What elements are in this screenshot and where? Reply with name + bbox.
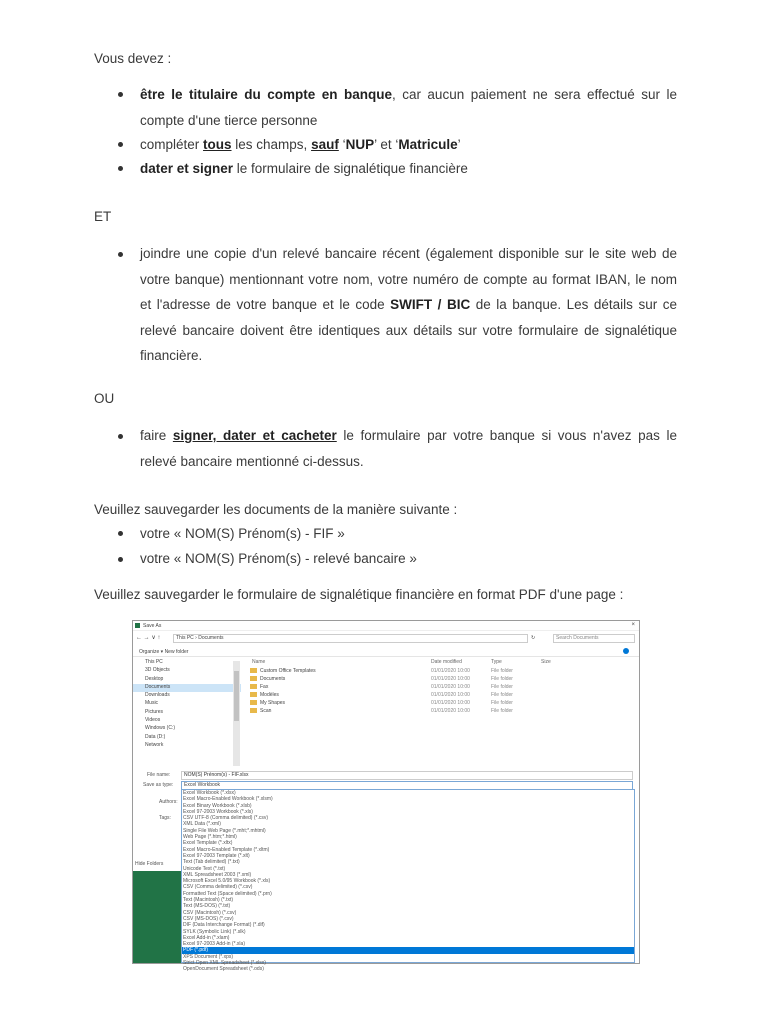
nav-item-selected[interactable]: Documents bbox=[133, 684, 241, 692]
filetype-option[interactable]: Excel Add-in (*.xlam) bbox=[183, 934, 230, 941]
bullet bbox=[118, 142, 123, 147]
excel-backstage-strip bbox=[133, 871, 181, 963]
filetype-option[interactable]: Excel 97-2003 Add-in (*.xla) bbox=[183, 941, 245, 948]
file-row[interactable] bbox=[246, 692, 636, 700]
file-type: File folder bbox=[491, 668, 513, 674]
authors-label: Authors: bbox=[159, 799, 178, 805]
bold-text: Matricule bbox=[398, 137, 458, 152]
filetype-option[interactable]: Single File Web Page (*.mht;*.mhtml) bbox=[183, 827, 266, 834]
bold-text: SWIFT / BIC bbox=[390, 297, 471, 313]
nav-item[interactable]: Windows (C:) bbox=[145, 725, 176, 732]
file-type: File folder bbox=[491, 708, 513, 714]
filetype-option[interactable]: Excel Template (*.xltx) bbox=[183, 840, 233, 847]
folder-icon bbox=[250, 684, 257, 689]
underlined-bold-text: sauf bbox=[311, 137, 339, 152]
filetype-option[interactable]: SYLK (Symbolic Link) (*.slk) bbox=[183, 928, 246, 935]
filetype-option[interactable]: CSV (Comma delimited) (*.csv) bbox=[183, 884, 253, 891]
help-icon[interactable] bbox=[623, 648, 629, 654]
intro-text: Vous devez : bbox=[94, 51, 172, 66]
file-type: File folder bbox=[491, 676, 513, 682]
column-header[interactable]: Size bbox=[541, 659, 551, 665]
filename-input[interactable]: NOM(S) Prénom(s) - FIF.xlsx bbox=[181, 771, 633, 780]
file-name: My Shapes bbox=[260, 700, 286, 706]
file-row[interactable] bbox=[246, 676, 636, 684]
filetype-option[interactable]: Excel Macro-Enabled Workbook (*.xlsm) bbox=[183, 796, 273, 803]
column-header[interactable]: Date modified bbox=[431, 659, 462, 665]
underlined-bold-text: signer, dater et cacheter bbox=[172, 428, 337, 443]
filetype-option[interactable]: CSV (MS-DOS) (*.csv) bbox=[183, 915, 234, 922]
requirement-fields bbox=[140, 132, 677, 158]
et-label: ET bbox=[94, 209, 112, 224]
path-text: This PC › Documents bbox=[176, 635, 224, 641]
tags-label: Tags: bbox=[159, 815, 171, 821]
bullet bbox=[118, 557, 123, 562]
filetype-option[interactable]: Formatted Text (Space delimited) (*.prn) bbox=[183, 890, 272, 897]
filetype-option[interactable]: Excel Workbook (*.xlsx) bbox=[183, 790, 236, 796]
nav-item[interactable]: Downloads bbox=[145, 692, 170, 699]
file-date: 01/01/2020 10:00 bbox=[431, 684, 470, 690]
filetype-option[interactable]: Unicode Text (*.txt) bbox=[183, 865, 226, 872]
file-name: Documents bbox=[260, 676, 286, 682]
nav-item[interactable]: Network bbox=[145, 741, 164, 748]
nav-item[interactable]: Desktop bbox=[145, 675, 164, 682]
refresh-icon[interactable]: ↻ bbox=[531, 635, 536, 641]
file-type: File folder bbox=[491, 684, 513, 690]
requirement-holder bbox=[140, 82, 677, 133]
filetype-option[interactable]: XPS Document (*.xps) bbox=[183, 953, 234, 960]
text: compléter bbox=[140, 137, 204, 152]
file-date: 01/01/2020 10:00 bbox=[431, 692, 470, 698]
dialog-title: Save As bbox=[143, 623, 162, 629]
toolbar-buttons[interactable]: Organize ▾ New folder bbox=[139, 649, 189, 655]
file-row[interactable] bbox=[246, 700, 636, 708]
filetype-option[interactable]: Microsoft Excel 5.0/95 Workbook (*.xls) bbox=[183, 878, 271, 885]
filetype-option[interactable]: Excel Binary Workbook (*.xlsb) bbox=[183, 802, 252, 809]
file-name: Modèles bbox=[260, 692, 279, 698]
nav-scrollbar[interactable] bbox=[233, 661, 240, 766]
folder-icon bbox=[250, 668, 257, 673]
filename-row bbox=[133, 771, 639, 780]
file-date: 01/01/2020 10:00 bbox=[431, 676, 470, 682]
folder-icon bbox=[250, 676, 257, 681]
bold-text: être le titulaire du compte en banque bbox=[140, 87, 392, 102]
address-bar bbox=[133, 633, 639, 644]
filetype-option[interactable]: XML Spreadsheet 2003 (*.xml) bbox=[183, 871, 252, 878]
nav-item[interactable]: Data (D:) bbox=[145, 733, 166, 740]
close-icon[interactable]: × bbox=[631, 622, 635, 628]
file-date: 01/01/2020 10:00 bbox=[431, 700, 470, 706]
nav-item[interactable]: Videos bbox=[145, 717, 161, 724]
text: le formulaire par votre banque si vous n'avez pas le relevé bancaire mentionné ci-dessus. bbox=[140, 428, 678, 469]
filetype-option[interactable]: Text (MS-DOS) (*.txt) bbox=[183, 903, 231, 910]
requirement-statement bbox=[140, 241, 677, 369]
file-date: 01/01/2020 10:00 bbox=[431, 708, 470, 714]
filetype-option[interactable]: CSV UTF-8 (Comma delimited) (*.csv) bbox=[183, 815, 269, 822]
bullet bbox=[118, 92, 123, 97]
filetype-dropdown-list bbox=[181, 789, 635, 973]
text: faire bbox=[140, 428, 173, 443]
filetype-option[interactable]: Strict Open XML Spreadsheet (*.xlsx) bbox=[183, 960, 266, 967]
file-name: Scan bbox=[260, 708, 272, 714]
nav-item[interactable]: Music bbox=[145, 700, 159, 707]
text: ‘ bbox=[338, 137, 346, 152]
search-placeholder: Search Documents bbox=[556, 635, 599, 641]
folder-icon bbox=[250, 700, 257, 705]
folder-icon bbox=[250, 692, 257, 697]
text: ’ bbox=[457, 137, 461, 152]
file-name: Fax bbox=[260, 684, 269, 690]
file-type: File folder bbox=[491, 692, 513, 698]
requirement-bank-stamp bbox=[140, 423, 677, 474]
save-as-dialog-screenshot bbox=[132, 620, 640, 973]
bullet bbox=[118, 434, 123, 439]
hide-folders-button[interactable]: Hide Folders bbox=[135, 861, 164, 867]
bold-text: dater et signer bbox=[140, 161, 234, 176]
save-item: votre « NOM(S) Prénom(s) - relevé bancaire » bbox=[140, 551, 417, 566]
ou-label: OU bbox=[94, 391, 115, 406]
file-list-header bbox=[246, 659, 636, 668]
filetype-option[interactable]: Excel 97-2003 Template (*.xlt) bbox=[183, 852, 250, 859]
file-type: File folder bbox=[491, 700, 513, 706]
file-row[interactable] bbox=[246, 668, 636, 676]
text: ’ et ‘ bbox=[374, 137, 399, 152]
filetype-label: Save as type: bbox=[143, 782, 174, 788]
text: de la banque. Les détails sur ce relevé bancaire doivent être identiques aux détails sur votre formulaire de signalétique financière. bbox=[140, 297, 677, 364]
nav-item[interactable]: Pictures bbox=[145, 708, 164, 715]
filetype-option[interactable]: Excel 97-2003 Workbook (*.xls) bbox=[183, 808, 253, 815]
bullet bbox=[118, 531, 123, 536]
filetype-option[interactable]: CSV (Macintosh) (*.csv) bbox=[183, 909, 237, 916]
file-row[interactable] bbox=[246, 708, 636, 716]
text: les champs, bbox=[231, 137, 312, 152]
save-intro: Veuillez sauvegarder les documents de la manière suivante : bbox=[94, 502, 458, 517]
save-item: votre « NOM(S) Prénom(s) - FIF » bbox=[140, 526, 345, 541]
file-date: 01/01/2020 10:00 bbox=[431, 668, 470, 674]
text: le formulaire de signalétique financière bbox=[233, 161, 468, 176]
nav-arrows-icon[interactable]: ← → ∨ ↑ bbox=[136, 635, 161, 641]
search-input[interactable] bbox=[553, 634, 635, 643]
dialog-titlebar bbox=[133, 621, 639, 631]
bullet bbox=[118, 166, 123, 171]
text: , car aucun paiement ne sera effectué sur le compte d'une tierce personne bbox=[140, 87, 677, 128]
file-row[interactable] bbox=[246, 684, 636, 692]
filetype-select[interactable]: Excel Workbook bbox=[181, 781, 633, 790]
underlined-bold-text: tous bbox=[203, 137, 232, 152]
bold-text: NUP bbox=[345, 137, 375, 152]
pdf-instruction: Veuillez sauvegarder le formulaire de signalétique financière en format PDF d'une page : bbox=[94, 587, 624, 602]
bullet bbox=[118, 252, 123, 257]
file-list bbox=[246, 659, 636, 769]
column-header[interactable]: Type bbox=[491, 659, 502, 665]
column-header[interactable]: Name bbox=[252, 659, 266, 665]
filetype-option[interactable]: DIF (Data Interchange Format) (*.dif) bbox=[183, 922, 265, 929]
filetype-option[interactable]: Excel Macro-Enabled Template (*.xltm) bbox=[183, 846, 270, 853]
excel-icon bbox=[135, 623, 140, 628]
text: joindre une copie d'un relevé bancaire récent (également disponible sur le site web de votre banque) mentionnant votre nom, votre numéro de compte au format IBAN, le nom et l'adresse de votre banque et le code bbox=[140, 246, 677, 313]
filename-label: File name: bbox=[147, 772, 171, 778]
requirement-sign bbox=[140, 156, 677, 182]
dialog-toolbar bbox=[133, 647, 639, 657]
filetype-option[interactable]: OpenDocument Spreadsheet (*.ods) bbox=[183, 966, 264, 973]
nav-item[interactable]: This PC bbox=[145, 659, 163, 665]
path-box[interactable] bbox=[173, 634, 528, 643]
filetype-option-pdf[interactable]: PDF (*.pdf) bbox=[182, 947, 634, 953]
filetype-option[interactable]: Text (Tab delimited) (*.txt) bbox=[183, 859, 240, 866]
file-name: Custom Office Templates bbox=[260, 668, 316, 674]
nav-item[interactable]: 3D Objects bbox=[145, 667, 170, 674]
nav-pane bbox=[133, 659, 241, 769]
filetype-option[interactable]: Text (Macintosh) (*.txt) bbox=[183, 897, 234, 904]
filetype-option[interactable]: XML Data (*.xml) bbox=[183, 821, 221, 828]
filetype-option[interactable]: Web Page (*.htm;*.html) bbox=[183, 834, 237, 841]
folder-icon bbox=[250, 708, 257, 713]
